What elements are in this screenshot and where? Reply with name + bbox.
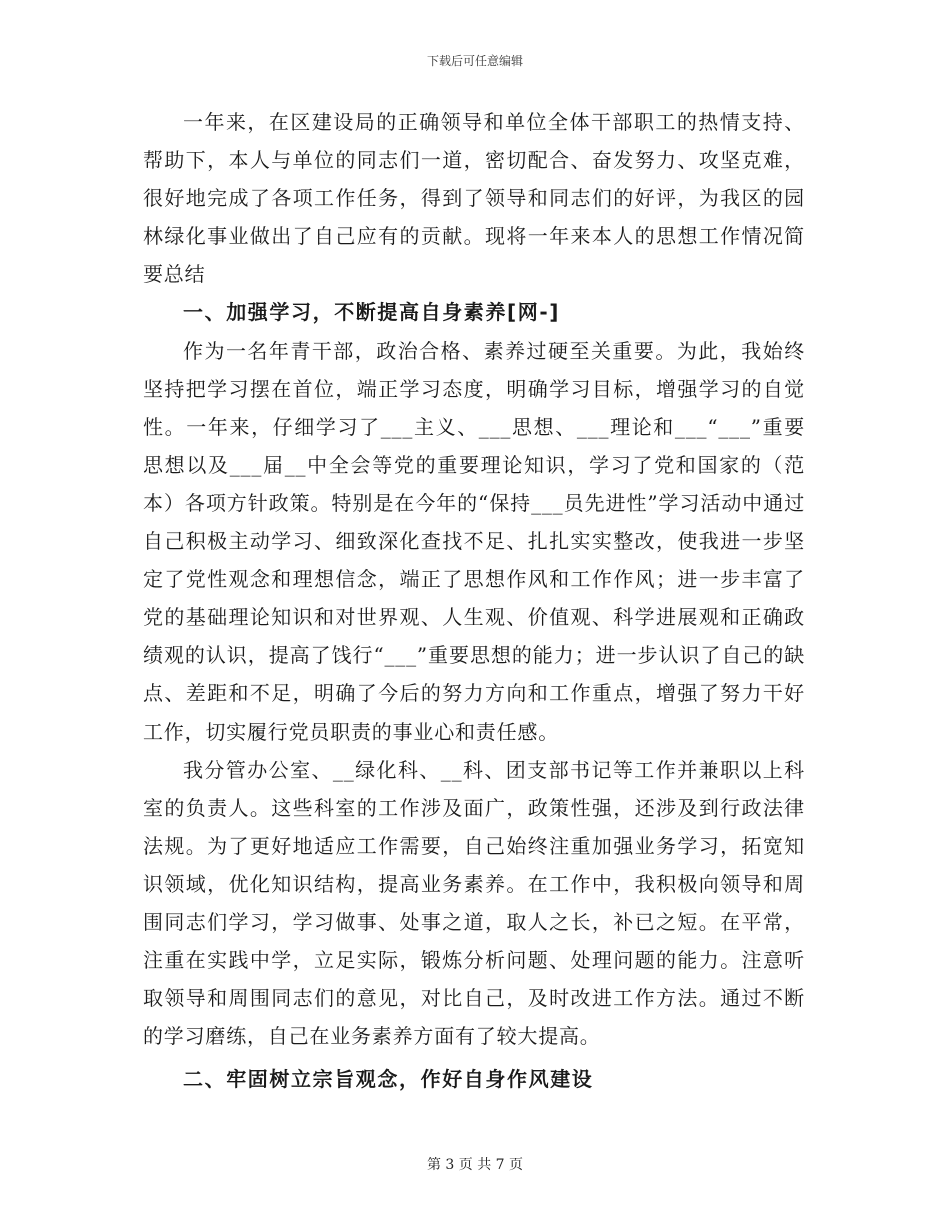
section-heading-1: 一、加强学习，不断提高自身素养[网-]	[183, 300, 560, 325]
page-header-note: 下载后可任意编辑	[426, 54, 523, 68]
section-heading-2: 二、牢固树立宗旨观念，作好自身作风建设	[183, 1067, 594, 1092]
page-number: 第 3 页 共 7 页	[426, 1157, 524, 1173]
body-paragraph: 我分管办公室、__绿化科、__科、团支部书记等工作并兼职以上科室的负责人。这些科室的工作涉及面广，政策性强，还涉及到行政法律法规。为了更好地适应工作需要，自己始终注重加强业务学习，拓宽知识领域，优化知识结构，提高业务素养。在工作中，我积极向领导和周围同志们学习，学习做事、处事之道，取人之长，补已之短。在平常，注重在实践中学，立足实际，锻炼分析问题、处理问题的能力。注意听取领导和周围同志们的意见，对比自己，及时改进工作方法。通过不断的学习磨练，自己在业务素养方面有了较大提高。	[143, 757, 805, 1049]
document-body	[143, 103, 805, 1098]
intro-paragraph: 一年来，在区建设局的正确领导和单位全体干部职工的热情支持、帮助下，本人与单位的同志们一道，密切配合、奋发努力、攻坚克难，很好地完成了各项工作任务，得到了领导和同志们的好评，为我区的园林绿化事业做出了自己应有的贡献。现将一年来本人的思想工作情况简要总结	[143, 110, 805, 287]
body-paragraph: 作为一名年青干部，政治合格、素养过硬至关重要。为此，我始终坚持把学习摆在首位，端正学习态度，明确学习目标，增强学习的自觉性。一年来，仔细学习了___主义、___思想、___理论和___“___”重要思想以及___届__中全会等党的重要理论知识，学习了党和国家的（范本）各项方针政策。特别是在今年的“保持___员先进性”学习活动中通过自己积极主动学习、细致深化查找不足、扎扎实实整改，使我进一步坚定了党性观念和理想信念，端正了思想作风和工作作风；进一步丰富了党的基础理论知识和对世界观、人生观、价值观、科学进展观和正确政绩观的认识，提高了饯行“___”重要思想的能力；进一步认识了自己的缺点、差距和不足，明确了今后的努力方向和工作重点，增强了努力干好工作，切实履行党员职责的事业心和责任感。	[143, 338, 805, 744]
